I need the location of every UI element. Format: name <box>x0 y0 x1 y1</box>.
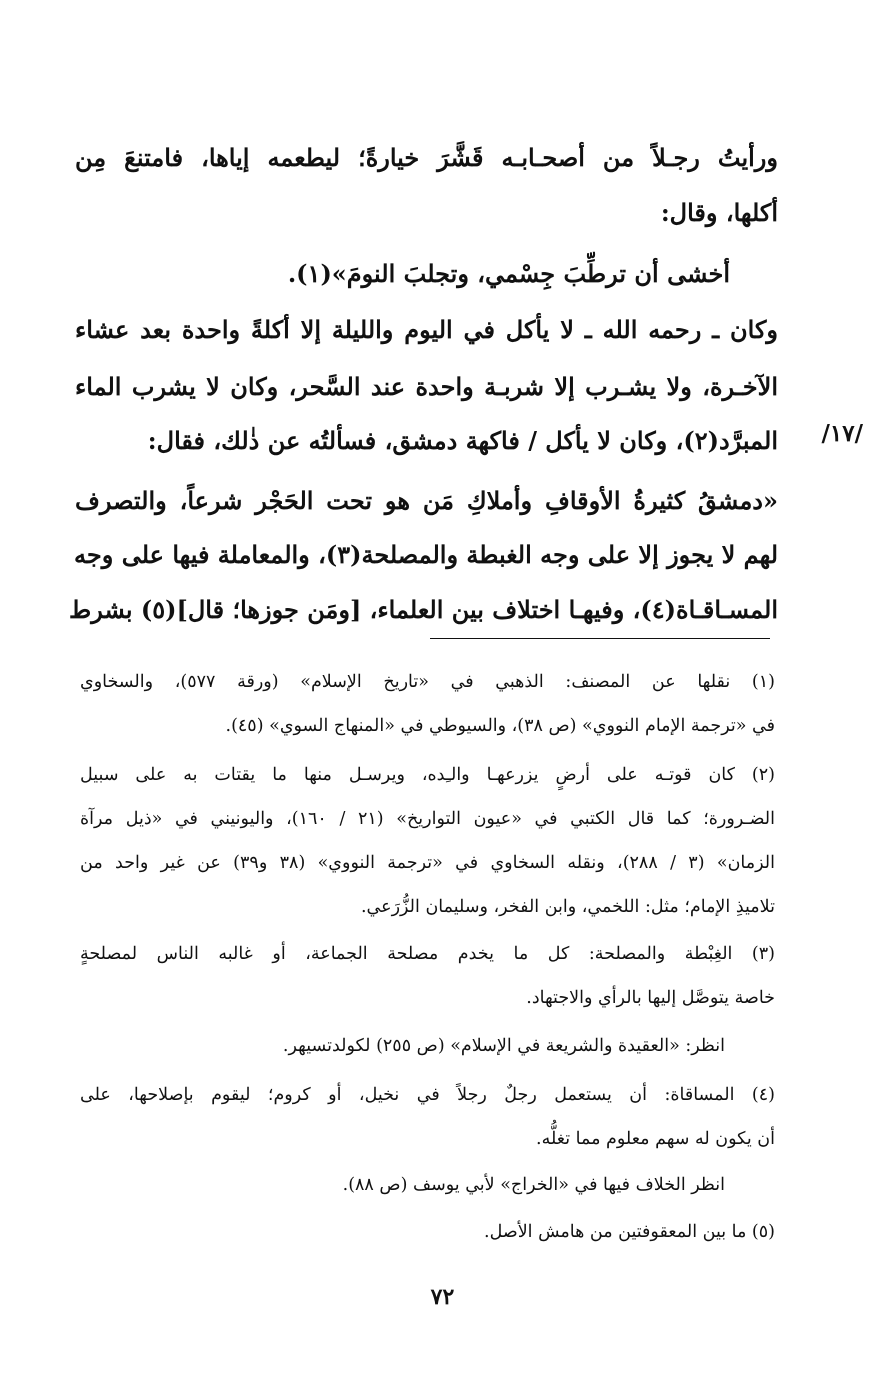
footnote-line-10: (٤) المساقاة: أن يستعمل رجلٌ رجلاً في نخيل، أو كروم؛ ليقوم بإصلاحها، على <box>80 1085 775 1105</box>
footnote-separator <box>430 638 770 639</box>
manuscript-folio-marker: /١٧/ <box>821 420 863 447</box>
footnote-line-3: (٢) كان قوتـه على أرضٍ يزرعهـا والـِده، ويرسـل منها ما يقتات به على سبيل <box>80 765 775 785</box>
footnote-line-9: انظر: «العقيدة والشريعة في الإسلام» (ص ٢٥٥) لكولدتسيهر. <box>282 1036 725 1056</box>
footnote-line-11: أن يكون له سهم معلوم مما تغلُّه. <box>536 1129 775 1149</box>
body-line-2: أكلها، وقال: <box>660 198 778 227</box>
footnote-line-1: (١) نقلها عن المصنف: الذهبي في «تاريخ الإسلام» (ورقة ٥٧٧)، والسخاوي <box>80 672 775 692</box>
body-line-1: ورأيتُ رجـلاً من أصحـابـه قَشَّرَ خيارةً؛ ليطعمه إياها، فامتنعَ مِن <box>75 143 778 172</box>
body-line-7: «دمشقُ كثيرةُ الأوقافِ وأملاكِ مَن هو تحت الحَجْر شرعاً، والتصرف <box>75 486 778 515</box>
footnote-line-6: تلاميذِ الإمام؛ مثل: اللخمي، وابن الفخر، وسليمان الزُّرَعي. <box>360 897 775 917</box>
footnote-line-8: خاصة يتوصَّل إليها بالرأي والاجتهاد. <box>526 988 775 1008</box>
footnote-line-12: انظر الخلاف فيها في «الخراج» لأبي يوسف (ص ٨٨). <box>342 1175 725 1195</box>
body-line-4: وكان ـ رحمه الله ـ لا يأكل في اليوم والليلة إلا أكلةً واحدة بعد عشاء <box>75 315 778 344</box>
footnote-line-7: (٣) الغِبْطة والمصلحة: كل ما يخدم مصلحة الجماعة، أو غالبه الناس لمصلحةٍ <box>80 944 775 964</box>
body-line-5: الآخـرة، ولا يشـرب إلا شربـة واحدة عند السَّحر، وكان لا يشرب الماء <box>75 372 778 401</box>
footnote-line-4: الضـرورة؛ كما قال الكتبي في «عيون التواريخ» (٢١ / ١٦٠)، واليونيني في «ذيل مرآة <box>80 809 775 829</box>
footnote-line-5: الزمان» (٣ / ٢٨٨)، ونقله السخاوي في «ترجمة النووي» (٣٨ و٣٩) عن غير واحد من <box>80 853 775 873</box>
body-line-9: المسـاقـاة(٤)، وفيهـا اختلاف بين العلماء، [ومَن جوزها؛ قال](٥) بشرط <box>69 595 778 624</box>
page-number: ٧٢ <box>430 1284 455 1310</box>
body-line-6: المبرَّد(٢)، وكان لا يأكل / فاكهة دمشق، فسألتُه عن ذٰلك، فقال: <box>147 426 778 455</box>
body-line-8: لهم لا يجوز إلا على وجه الغبطة والمصلحة(٣)، والمعاملة فيها على وجه <box>74 540 778 569</box>
body-line-3: أخشى أن ترطِّبَ جِسْمي، وتجلبَ النومَ»(١). <box>287 259 730 288</box>
footnote-line-2: في «ترجمة الإمام النووي» (ص ٣٨)، والسيوطي في «المنهاج السوي» (٤٥). <box>225 716 775 736</box>
footnote-line-13: (٥) ما بين المعقوفتين من هامش الأصل. <box>484 1222 775 1242</box>
